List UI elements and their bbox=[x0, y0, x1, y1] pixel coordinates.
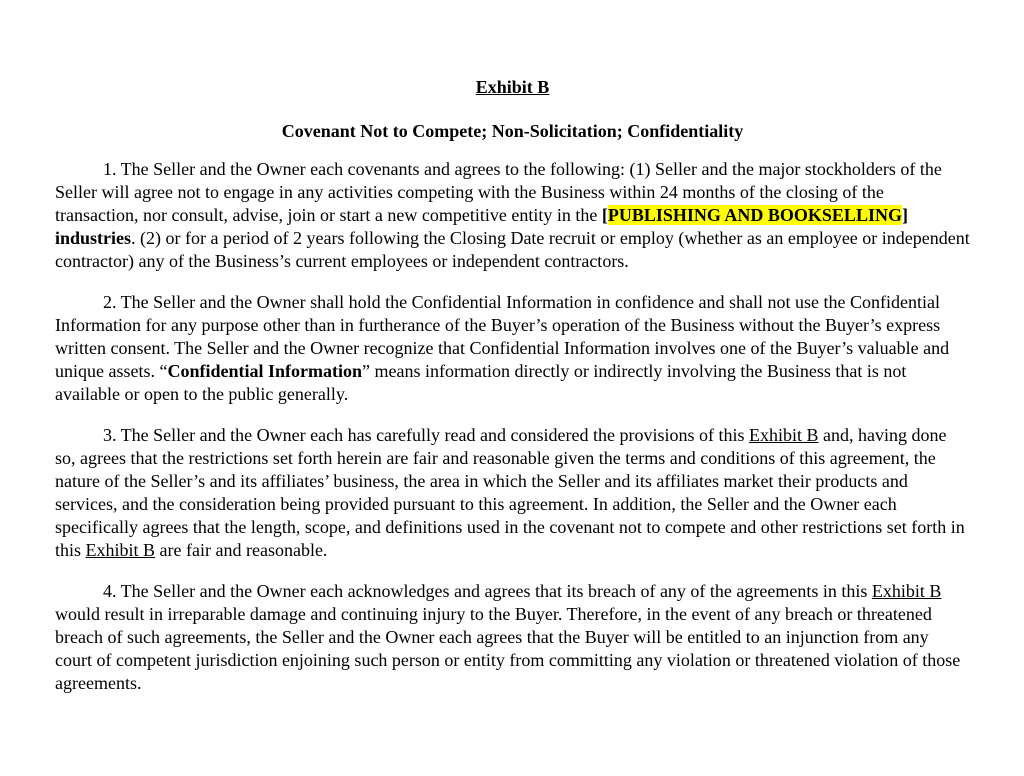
page-subtitle: Covenant Not to Compete; Non-Solicitation; Confidentiality bbox=[281, 121, 744, 141]
paragraph-3-text-c: are fair and reasonable. bbox=[155, 540, 328, 560]
confidential-information-term: Confidential Information bbox=[167, 361, 362, 381]
paragraph-4-text-a: 4. The Seller and the Owner each acknowledges and agrees that its breach of any of the agreements in this bbox=[103, 581, 872, 601]
paragraph-1-text-b: . (2) or for a period of 2 years following the Closing Date recruit or employ (whether as an employee or independent contractor) any of the Business’s current employees or independent contractors. bbox=[55, 228, 970, 271]
industries-bold: industries bbox=[55, 228, 132, 248]
paragraph-2-text-a: 2. The Seller and the Owner shall hold the Confidential Information in confidence and shall not use the Confidential Information for any purpose other than in furtherance of the Buyer’s operation of the Business without the Buyer’s express written consent. The Seller and the Owner recognize that Confidential Information involves one of the Buyer’s valuable and unique assets. “ bbox=[55, 292, 950, 381]
exhibit-b-reference: Exhibit B bbox=[871, 581, 942, 601]
document-page bbox=[55, 75, 970, 695]
paragraph-2 bbox=[55, 291, 970, 406]
highlighted-industry: PUBLISHING AND BOOKSELLING bbox=[607, 205, 902, 225]
exhibit-b-reference: Exhibit B bbox=[85, 540, 156, 560]
paragraph-2-text-b: ” means information directly or indirectly involving the Business that is not available or open to the public generally. bbox=[55, 361, 907, 404]
exhibit-b-reference: Exhibit B bbox=[748, 425, 819, 445]
paragraph-3-text-a: 3. The Seller and the Owner each has carefully read and considered the provisions of this bbox=[103, 425, 749, 445]
paragraph-1 bbox=[55, 158, 970, 273]
paragraph-1-text-a: 1. The Seller and the Owner each covenants and agrees to the following: (1) Seller and the major stockholders of the Seller will agree not to engage in any activities competing with the Business within 24 months of the closing of the transaction, nor consult, advise, join or start a new competitive entity in the bbox=[55, 159, 942, 225]
page-title bbox=[55, 75, 970, 99]
paragraph-3-text-b: and, having done so, agrees that the restrictions set forth herein are fair and reasonable given the terms and conditions of this agreement, the nature of the Seller’s and its affiliates’ business, the area in which the Seller and its affiliates market their products and services, and the consideration being provided pursuant to this agreement. In addition, the Seller and the Owner each specifically agrees that the length, scope, and definitions used in the covenant not to compete and other restrictions set forth in this bbox=[55, 425, 965, 560]
paragraph-4-text-b: would result in irreparable damage and continuing injury to the Buyer. Therefore, in the event of any breach or threatened breach of such agreements, the Seller and the Owner each agrees that the Buyer will be entitled to an injunction from any court of competent jurisdiction enjoining such person or entity from committing any violation or threatened violation of those agreements. bbox=[55, 604, 961, 693]
bracket-close: ] bbox=[901, 205, 908, 225]
bracket-open: [ bbox=[601, 205, 608, 225]
exhibit-title: Exhibit B bbox=[475, 77, 550, 97]
paragraph-4 bbox=[55, 580, 970, 695]
paragraph-3 bbox=[55, 424, 970, 562]
